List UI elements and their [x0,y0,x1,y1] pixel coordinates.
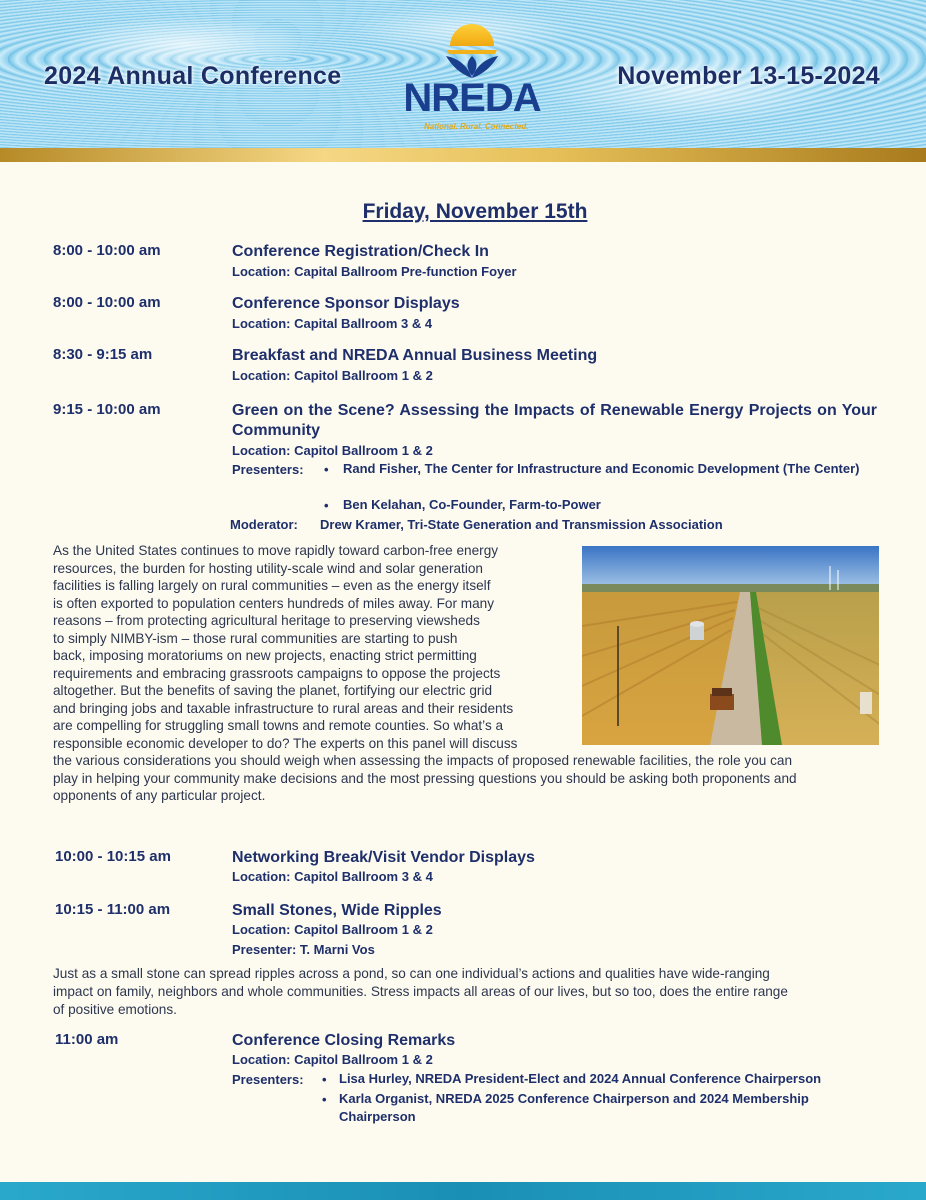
nreda-logo [394,18,550,136]
description-line: resources, the burden for hosting utility-scale wind and solar generation [53,560,483,576]
presenter-item: Ben Kelahan, Co-Founder, Farm-to-Power [343,497,601,512]
conference-title: 2024 Annual Conference [44,62,342,90]
description-line: facilities is falling largely on rural communities – even as the energy itself [53,578,491,593]
description-line: back, imposing moratoriums on new projects, enacting strict permitting [53,648,477,663]
description-line: reasons – from protecting agricultural heritage to preserving viewsheds [53,613,480,628]
description-line: is often exported to population centers hundreds of miles away. For many [53,595,495,611]
session-time: 11:00 am [55,1031,119,1048]
session-location: Location: Capitol Ballroom 1 & 2 [232,922,433,937]
bullet-icon: • [322,1092,327,1107]
session-time: 10:15 - 11:00 am [55,901,171,918]
logo-tagline: National. Rural. Connected. [424,122,529,131]
session-title: Conference Sponsor Displays [232,295,460,312]
description-line: requirements and embracing grassroots campaigns to oppose the projects [53,665,501,681]
gold-divider [0,148,926,162]
presenter-item: Rand Fisher, The Center for Infrastructure and Economic Development (The Center) [343,461,860,476]
logo-wordmark: NREDA [403,76,541,120]
session-title: Green on the Scene? Assessing the Impacts of Renewable Energy Projects on Your Community [232,402,877,439]
session-location: Location: Capital Ballroom 3 & 4 [232,316,433,331]
session-location: Location: Capitol Ballroom 1 & 2 [232,443,433,458]
bullet-icon: • [324,462,329,477]
description-line: to simply NIMBY-ism – those rural communities are starting to push [53,630,458,646]
footer-bar [0,1182,926,1200]
session-title: Networking Break/Visit Vendor Displays [232,849,535,866]
description-line: the various considerations you should weigh when assessing the impacts of proposed renewable facilities, the role you can [53,753,793,768]
moderator-label: Moderator: [230,517,298,532]
session-location: Location: Capital Ballroom Pre-function Foyer [232,264,517,279]
conference-dates: November 13-15-2024 [617,62,880,90]
description-line: and bringing jobs and taxable infrastructure to rural areas and their residents [53,700,514,716]
description-line: As the United States continues to move rapidly toward carbon-free energy [53,543,499,558]
rural-road-photo [582,546,879,745]
description-line: opponents of any particular project. [53,788,266,803]
presenters-label: Presenters: [232,1072,304,1087]
session-title: Conference Registration/Check In [232,243,489,260]
session-title: Small Stones, Wide Ripples [232,902,442,919]
description-line: of positive emotions. [53,1002,177,1017]
session-time: 8:00 - 10:00 am [53,294,161,311]
bullet-icon: • [324,498,329,513]
moderator-name: Drew Kramer, Tri-State Generation and Transmission Association [320,517,723,532]
description-line: impact on family, neighbors and whole communities. Stress impacts all areas of our lives, but so too, does the entire range [53,984,788,999]
session-location: Location: Capitol Ballroom 1 & 2 [232,1052,433,1067]
session-time: 8:30 - 9:15 am [53,346,153,363]
description-line: Just as a small stone can spread ripples across a pond, so can one individual’s actions and qualities have wide-ranging [53,966,770,981]
session-time: 10:00 - 10:15 am [55,848,171,865]
presenter-item: Karla Organist, NREDA 2025 Conference Chairperson and 2024 Membership Chairperson [339,1091,809,1124]
presenters-label: Presenters: [232,462,304,477]
session-location: Location: Capitol Ballroom 1 & 2 [232,368,433,383]
session-title: Breakfast and NREDA Annual Business Meeting [232,347,598,364]
session-title: Conference Closing Remarks [232,1032,456,1049]
description-line: play in helping your community make decisions and the most pressing questions you should be asking both proponents and [53,770,797,786]
presenter-item: Lisa Hurley, NREDA President-Elect and 2024 Annual Conference Chairperson [339,1071,822,1086]
description-line: are compelling for struggling small towns and remote counties. So what’s a [53,718,504,733]
description-line: altogether. But the benefits of saving the planet, fortifying our electric grid [53,683,493,698]
bullet-icon: • [322,1072,327,1087]
session-time: 9:15 - 10:00 am [53,401,161,418]
day-title: Friday, November 15th [362,200,588,223]
session-time: 8:00 - 10:00 am [53,242,161,259]
session-location: Location: Capitol Ballroom 3 & 4 [232,869,433,884]
description-line: responsible economic developer to do? The experts on this panel will discuss [53,735,518,751]
session-presenter: Presenter: T. Marni Vos [232,942,375,957]
